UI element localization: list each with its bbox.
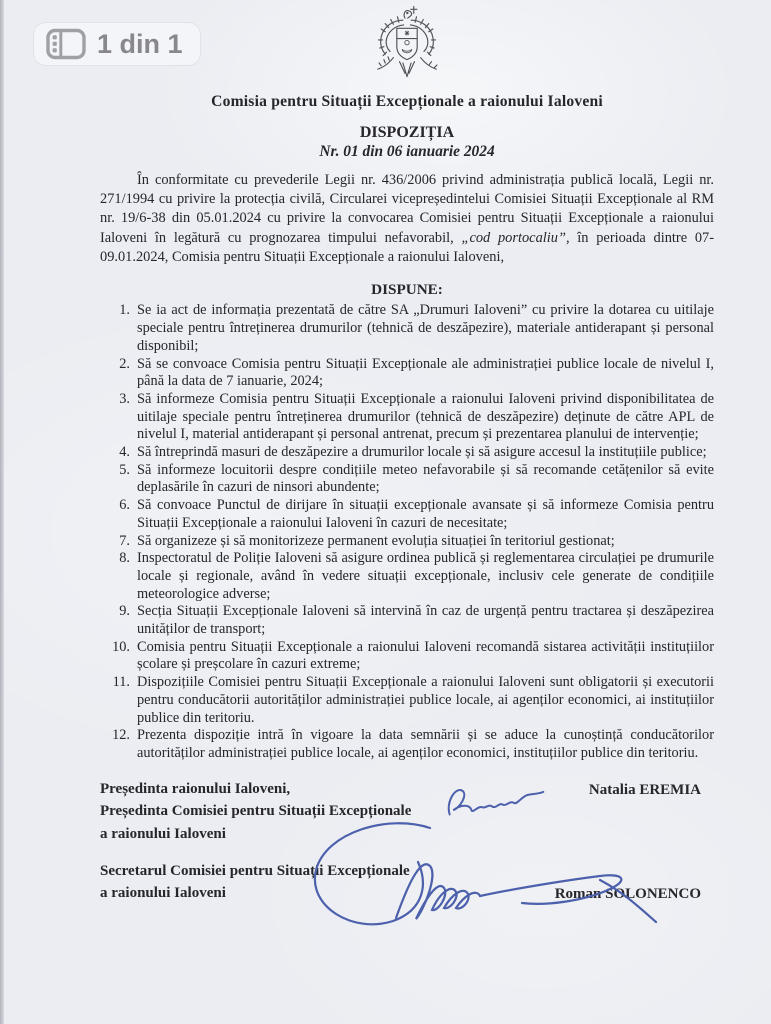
item-number: 8. [119,550,130,567]
page-indicator-label: 1 din 1 [97,28,183,59]
list-item [100,391,714,444]
item-text: Să informeze locuitorii despre condițiile meteo nefavorabile și să recomande cetățenilor să evite deplasările în cazuri de ninsori abundente; [137,461,714,496]
list-item [100,462,714,497]
preamble-code-portocaliu: „cod portocaliu”, [461,229,570,246]
item-number: 10. [112,638,130,655]
item-text: Prezenta dispoziție intră în vigoare la data semnării și se aduce la cunoștință conducătorilor autorităților administrației publice locale, ai agenților economici, instituțiilor publice din teritoriu. [137,727,714,761]
list-item [100,533,714,551]
signatory-title-line: a raionului Ialoveni [100,885,226,902]
item-number: 9. [119,603,130,620]
preamble-text: În conformitate cu prevederile Legii nr. 436/2006 privind administrația publică locală, Legii nr. 271/1994 cu privire la protecția civilă, Circularei vicepreședintelui Comisiei Situații Excepționale al RM nr. 19/6-38 din 05.01.2024 cu privire la convocarea Comisiei pentru Situații Excepționale a raionului Ialoveni în legătură cu prognozarea timpului nefavorabil, [100,172,714,246]
item-number: 4. [119,444,130,461]
item-text: Să se convoace Comisia pentru Situații Excepționale ale administrației publice locale de nivelul I, până la data de 7 ianuarie, 2024; [137,355,714,390]
item-text: Inspectoratul de Poliție Ialoveni să asigure ordinea publică și reglementarea circulației pe drumurile locale și regionale, având în vedere situații excepționale, inclusiv cele generate de condițiile meteorologice adverse; [137,550,714,602]
scan-edge-shadow [0,0,4,1024]
list-item [100,302,714,355]
page-indicator-badge [34,23,200,65]
signatory-title-line: a raionului Ialoveni [100,825,226,842]
item-number: 12. [112,727,130,744]
item-text: Secția Situații Excepționale Ialoveni să intervină în caz de urgență pentru tractarea și deszăpezirea unităților de transport; [137,603,714,638]
list-item [100,497,714,532]
list-item [100,444,714,462]
signatory-block-secretary [100,860,714,905]
item-text: Dispozițiile Comisiei pentru Situații Excepționale a raionului Ialoveni sunt obligatorii și executorii pentru conducătorii autorităților administrației publice locale, ai agenților economici, ai instituțiilor publice din teritoriu. [137,674,714,726]
list-item [100,727,714,762]
item-text: Se ia act de informația prezentată de către SA „Drumuri Ialoveni” cu privire la dotarea cu uitilaje speciale pentru întreținerea drumurilor (tehnică de deszăpezire), materiale antiderapant și personal disponibil; [137,302,714,354]
item-text: Să întreprindă masuri de deszăpezire a drumurilor locale și să asigure accesul la instituțiile publice; [137,444,707,461]
document-body [100,0,714,905]
item-number: 7. [119,532,130,549]
signatory-block-president [100,778,714,845]
item-number: 3. [119,390,130,407]
list-item [100,639,714,674]
document-number: Nr. 01 din 06 ianuarie 2024 [319,143,495,160]
item-text: Să convoace Punctul de dirijare în situații excepționale avansate și să informeze Comisia pentru Situații Excepționale a raionului Ialoveni în cazuri de necesitate; [137,497,714,531]
item-number: 11. [112,674,130,691]
preamble-paragraph [100,171,714,267]
item-text: Să informeze Comisia pentru Situații Excepționale a raionului Ialoveni privind disponibilitatea de uitilaje speciale pentru întreținerea drumurilor (tehnică de deszăpezire) deținute de către APL de nivelul I, material antiderapant și personal antrenat, precum și prezentarea planului de intervenție; [137,390,714,443]
item-number: 5. [119,461,130,478]
list-item [100,550,714,603]
organization-title: Comisia pentru Situații Excepționale a raionului Ialoveni [211,93,603,110]
ordered-provisions-list [100,302,714,762]
list-item [100,356,714,391]
item-number: 2. [119,355,130,372]
item-text: Să organizeze și să monitorizeze permanent evoluția situației în teritoriul gestionat; [137,532,615,549]
list-item [100,674,714,727]
item-number: 1. [119,302,130,319]
preamble-text-end: în perioada dintre 07-09.01.2024, Comisia pentru Situații Excepționale a raionului Ialoveni, [100,229,715,265]
item-number: 6. [119,497,130,514]
page-thumbnails-icon [45,27,87,61]
dispune-heading: DISPUNE: [371,281,443,299]
document-type-heading: DISPOZIȚIA [359,124,455,141]
list-item [100,603,714,638]
signatory-title-line: Secretarul Comisiei pentru Situații Excepționale [100,862,410,879]
item-text: Comisia pentru Situații Excepționale a raionului Ialoveni recomandă sistarea activității instituțiilor școlare și preșcolare în cazuri extreme; [137,638,714,673]
signatory-name: Natalia EREMIA [588,781,701,798]
signatory-name: Roman SOLONENCO [554,885,701,902]
signatory-title-line: Președinta raionului Ialoveni, [100,780,291,797]
signatory-title-line: Președinta Comisiei pentru Situații Excepționale [100,803,412,820]
